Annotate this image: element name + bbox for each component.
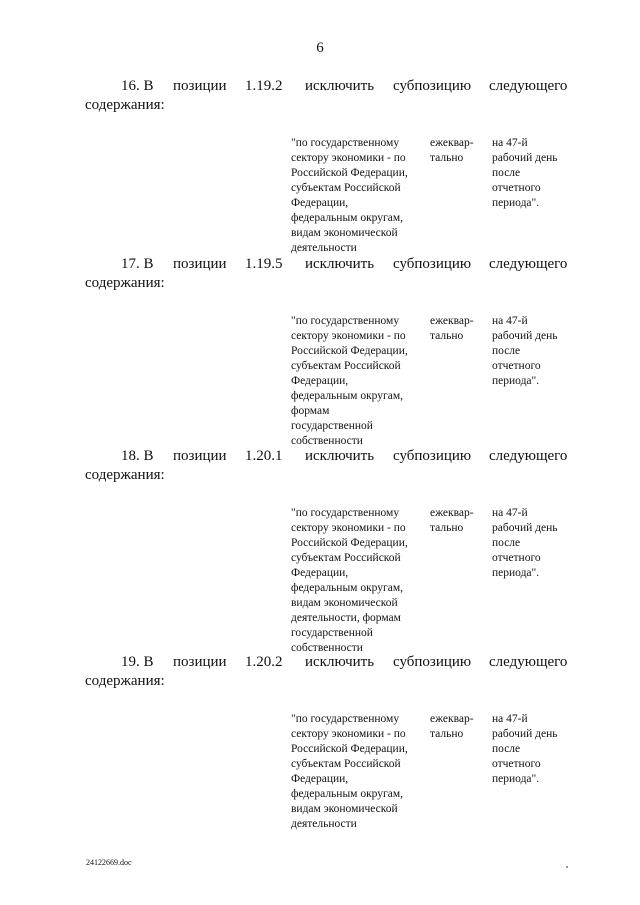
- periodicity-cell: [430, 136, 490, 166]
- cell-line: государственной: [291, 420, 373, 432]
- subposition-word: субпозицию: [393, 448, 472, 464]
- subposition-name-cell: [291, 314, 431, 449]
- cell-line: собственности: [291, 435, 363, 447]
- subposition-name-cell: [291, 506, 431, 656]
- cell-line: ежеквар-: [430, 713, 474, 725]
- cell-line: тально: [430, 330, 464, 342]
- exclude-word: исключить: [305, 78, 375, 94]
- following-word: следующего: [489, 256, 568, 272]
- position-word: позиции: [173, 654, 227, 670]
- position-code: 1.19.5: [245, 256, 283, 272]
- cell-line: сектору экономики - по: [291, 728, 406, 740]
- deadline-cell: [492, 136, 582, 211]
- cell-line: федеральным округам,: [291, 212, 403, 224]
- exclude-word: исключить: [305, 654, 375, 670]
- cell-line: отчетного: [492, 552, 541, 564]
- exclude-word: исключить: [305, 448, 375, 464]
- position-word: позиции: [173, 448, 227, 464]
- cell-line: на 47-й: [492, 713, 528, 725]
- cell-line: рабочий день: [492, 330, 558, 342]
- position-word: позиции: [173, 78, 227, 94]
- page-number: 6: [316, 40, 324, 56]
- cell-line: тально: [430, 152, 464, 164]
- cell-line: рабочий день: [492, 152, 558, 164]
- cell-line: после: [492, 167, 521, 179]
- amendment-heading: [0, 654, 640, 674]
- cell-line: видам экономической: [291, 227, 398, 239]
- cell-line: тально: [430, 522, 464, 534]
- cell-line: Федерации,: [291, 773, 349, 785]
- cell-line: Российской Федерации,: [291, 167, 408, 179]
- position-code: 1.20.2: [245, 654, 283, 670]
- position-code: 1.19.2: [245, 78, 283, 94]
- cell-line: периода".: [492, 197, 540, 209]
- cell-line: Федерации,: [291, 567, 349, 579]
- position-word: позиции: [173, 256, 227, 272]
- following-word: следующего: [489, 448, 568, 464]
- cell-line: периода".: [492, 375, 540, 387]
- following-word: следующего: [489, 78, 568, 94]
- cell-line: Федерации,: [291, 375, 349, 387]
- cell-line: ежеквар-: [430, 137, 474, 149]
- cell-line: деятельности: [291, 242, 357, 254]
- cell-line: после: [492, 537, 521, 549]
- subposition-word: субпозицию: [393, 256, 472, 272]
- cell-line: собственности: [291, 642, 363, 654]
- cell-line: сектору экономики - по: [291, 522, 406, 534]
- cell-line: сектору экономики - по: [291, 152, 406, 164]
- cell-line: "по государственному: [291, 507, 400, 519]
- cell-line: на 47-й: [492, 507, 528, 519]
- cell-line: видам экономической: [291, 803, 398, 815]
- subposition-word: субпозицию: [393, 78, 472, 94]
- cell-line: федеральным округам,: [291, 788, 403, 800]
- periodicity-cell: [430, 314, 490, 344]
- cell-line: на 47-й: [492, 315, 528, 327]
- periodicity-cell: [430, 506, 490, 536]
- item-number: 19. В: [121, 654, 154, 670]
- deadline-cell: [492, 506, 582, 581]
- item-number: 17. В: [121, 256, 154, 272]
- cell-line: ежеквар-: [430, 315, 474, 327]
- item-number: 16. В: [121, 78, 154, 94]
- cell-line: рабочий день: [492, 728, 558, 740]
- content-word: содержания:: [85, 673, 165, 689]
- cell-line: рабочий день: [492, 522, 558, 534]
- cell-line: Российской Федерации,: [291, 537, 408, 549]
- cell-line: федеральным округам,: [291, 390, 403, 402]
- content-word: содержания:: [85, 275, 165, 291]
- amendment-heading: [0, 448, 640, 468]
- cell-line: деятельности: [291, 818, 357, 830]
- amendment-heading: [0, 78, 640, 98]
- periodicity-cell: [430, 712, 490, 742]
- cell-line: отчетного: [492, 182, 541, 194]
- cell-line: после: [492, 345, 521, 357]
- subposition-name-cell: [291, 136, 431, 256]
- cell-line: "по государственному: [291, 713, 400, 725]
- subposition-word: субпозицию: [393, 654, 472, 670]
- cell-line: формам: [291, 405, 330, 417]
- cell-line: субъектам Российской: [291, 758, 401, 770]
- item-number: 18. В: [121, 448, 154, 464]
- page-mark: [566, 866, 568, 868]
- cell-line: Федерации,: [291, 197, 349, 209]
- cell-line: отчетного: [492, 360, 541, 372]
- cell-line: сектору экономики - по: [291, 330, 406, 342]
- cell-line: субъектам Российской: [291, 182, 401, 194]
- cell-line: субъектам Российской: [291, 552, 401, 564]
- content-word: содержания:: [85, 97, 165, 113]
- cell-line: на 47-й: [492, 137, 528, 149]
- deadline-cell: [492, 314, 582, 389]
- cell-line: Российской Федерации,: [291, 743, 408, 755]
- file-name-footer: 24122669.doc: [86, 858, 132, 867]
- cell-line: субъектам Российской: [291, 360, 401, 372]
- cell-line: Российской Федерации,: [291, 345, 408, 357]
- cell-line: отчетного: [492, 758, 541, 770]
- deadline-cell: [492, 712, 582, 787]
- cell-line: тально: [430, 728, 464, 740]
- cell-line: государственной: [291, 627, 373, 639]
- cell-line: видам экономической: [291, 597, 398, 609]
- cell-line: деятельности, формам: [291, 612, 401, 624]
- content-word: содержания:: [85, 467, 165, 483]
- cell-line: ежеквар-: [430, 507, 474, 519]
- cell-line: после: [492, 743, 521, 755]
- subposition-name-cell: [291, 712, 431, 832]
- cell-line: "по государственному: [291, 137, 400, 149]
- following-word: следующего: [489, 654, 568, 670]
- cell-line: периода".: [492, 773, 540, 785]
- amendment-heading: [0, 256, 640, 276]
- cell-line: федеральным округам,: [291, 582, 403, 594]
- cell-line: "по государственному: [291, 315, 400, 327]
- cell-line: периода".: [492, 567, 540, 579]
- exclude-word: исключить: [305, 256, 375, 272]
- position-code: 1.20.1: [245, 448, 283, 464]
